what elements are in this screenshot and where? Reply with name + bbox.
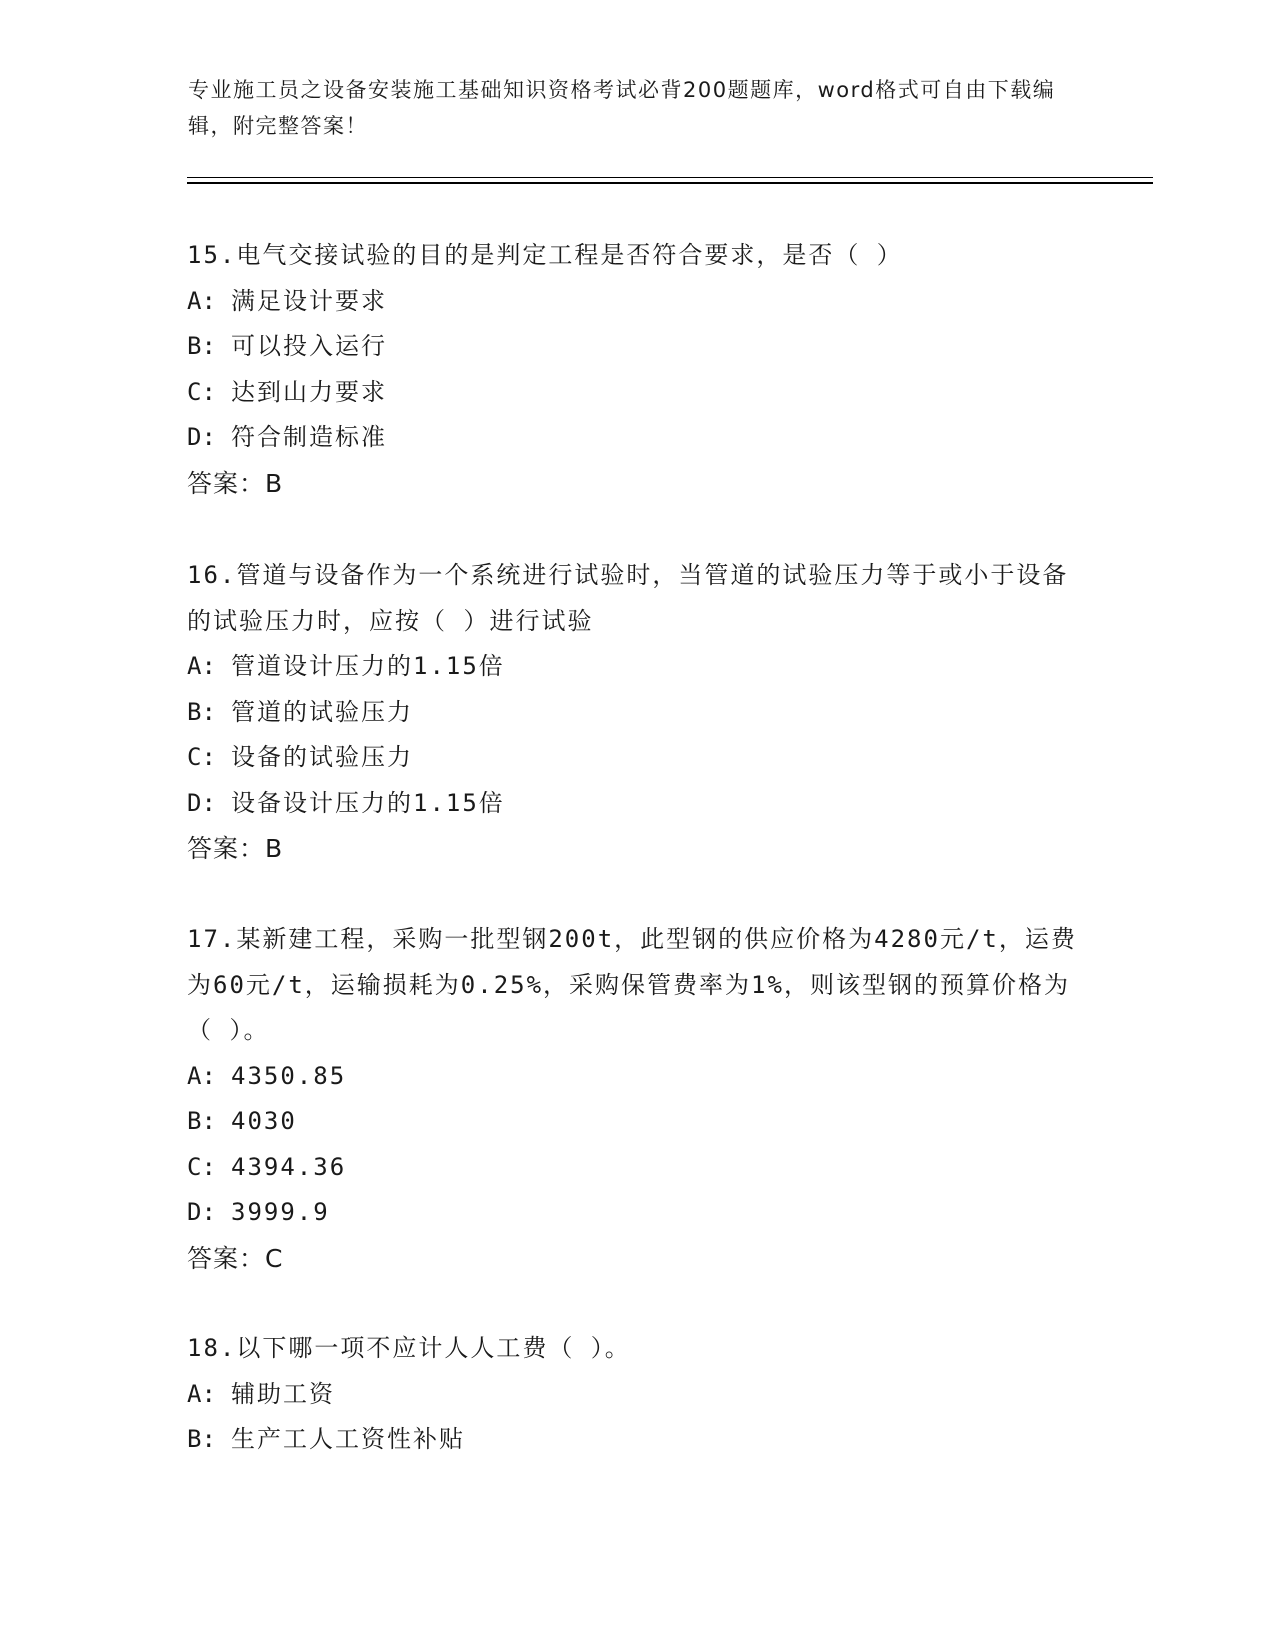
option-d (187, 781, 1087, 827)
question-17 (187, 917, 1087, 1281)
option-letter: B: (187, 1425, 216, 1453)
option-letter: C: (187, 377, 216, 406)
option-text: 符合制造标准 (231, 423, 387, 451)
answer: 答案：B (187, 468, 284, 498)
option-c (187, 1145, 1087, 1191)
option-b (187, 690, 1087, 736)
option-text: 达到山力要求 (231, 377, 387, 406)
question-stem: 15.电气交接试验的目的是判定工程是否符合要求，是否（ ） (187, 241, 903, 269)
option-b (187, 1099, 1087, 1145)
option-c (187, 735, 1087, 781)
option-a (187, 1372, 1087, 1418)
option-c (187, 370, 1087, 416)
option-text: 4394.36 (231, 1152, 347, 1181)
option-b (187, 1417, 1087, 1463)
option-letter: A: (187, 286, 216, 315)
option-d (187, 415, 1087, 461)
question-16 (187, 553, 1087, 872)
option-a (187, 644, 1087, 690)
option-d (187, 1190, 1087, 1236)
option-text: 生产工人工资性补贴 (231, 1425, 465, 1453)
question-stem: 17.某新建工程，采购一批型钢200t，此型钢的供应价格为4280元/t，运费为60元/t，运输损耗为0.25%，采购保管费率为1%，则该型钢的预算价格为（ ）。 (187, 925, 1077, 1044)
question-stem: 16.管道与设备作为一个系统进行试验时，当管道的试验压力等于或小于设备的试验压力时，应按（ ）进行试验 (187, 561, 1069, 635)
header-divider-thick (187, 182, 1153, 184)
option-letter: B: (187, 697, 216, 726)
option-text: 设备设计压力的1.15倍 (231, 788, 505, 817)
header-divider-thin (187, 177, 1153, 178)
header-title: 专业施工员之设备安装施工基础知识资格考试必背200题题库，word格式可自由下载编辑，附完整答案！ (188, 78, 1056, 138)
option-letter: C: (187, 1152, 216, 1181)
option-a (187, 1054, 1087, 1100)
option-text: 3999.9 (231, 1198, 330, 1226)
answer: 答案：C (187, 1243, 284, 1273)
option-text: 4030 (231, 1107, 297, 1135)
question-stem: 18.以下哪一项不应计人人工费（ ）。 (187, 1334, 631, 1362)
option-text: 可以投入运行 (231, 332, 387, 360)
option-text: 管道设计压力的1.15倍 (231, 652, 505, 680)
option-a (187, 279, 1087, 325)
question-15 (187, 233, 1087, 506)
question-18 (187, 1326, 1087, 1463)
option-letter: A: (187, 1061, 216, 1090)
option-text: 设备的试验压力 (231, 743, 413, 771)
option-letter: A: (187, 1379, 216, 1408)
document-header (188, 72, 1068, 144)
option-text: 管道的试验压力 (231, 697, 413, 726)
option-letter: B: (187, 1107, 216, 1135)
option-letter: A: (187, 652, 216, 680)
option-text: 辅助工资 (231, 1379, 335, 1408)
option-letter: D: (187, 423, 216, 451)
option-letter: D: (187, 1198, 216, 1226)
option-letter: B: (187, 332, 216, 360)
option-b (187, 324, 1087, 370)
option-letter: C: (187, 743, 216, 771)
option-letter: D: (187, 788, 216, 817)
option-text: 满足设计要求 (231, 286, 387, 315)
answer: 答案：B (187, 834, 284, 863)
option-text: 4350.85 (231, 1061, 347, 1090)
